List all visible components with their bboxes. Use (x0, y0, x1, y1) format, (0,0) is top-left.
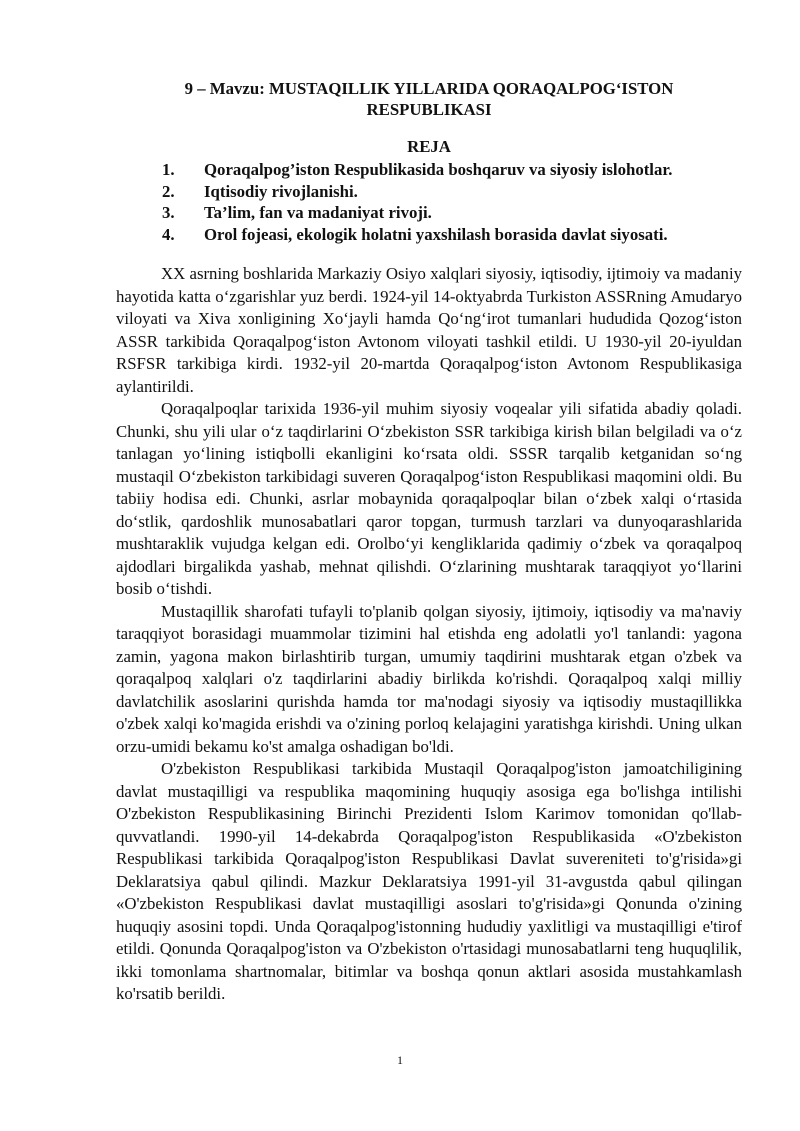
body-paragraph: XX asrning boshlarida Markaziy Osiyo xalqlari siyosiy, iqtisodiy, ijtimoiy va madaniy hayotida katta o‘zgarishlar yuz berdi. 1924-yil 14-oktyabrda Turkiston ASSRning Amudaryo viloyati va Xiva xonligining Xo‘jayli hamda Qo‘ng‘irot tumanlari hududida Qozog‘iston ASSR tarkibida Qoraqalpog‘iston Avtonom viloyati tashkil etildi. U 1930-yil 20-iyuldan RSFSR tarkibiga kirdi. 1932-yil 20-martda Qoraqalpog‘iston Avtonom Respublikasiga aylantirildi. (116, 264, 742, 396)
plan-list (116, 159, 742, 245)
plan-item-number: 3. (162, 203, 175, 223)
plan-item-number: 1. (162, 160, 175, 179)
plan-item-number: 2. (162, 181, 175, 201)
body-paragraph: Qoraqalpoqlar tarixida 1936-yil muhim siyosiy voqealar yili sifatida abadiy qoladi. Chunki, shu yili ular o‘z taqdirlarini O‘zbekiston SSR tarkibiga kirish bilan belgiladi va o‘z tanlagan yo‘lining istiqbolli ekanligini ko‘rsata oldi. SSSR tarqalib ketganidan so‘ng mustaqil O‘zbekiston tarkibidagi suveren Qoraqalpog‘iston Respublikasi maqomini oldi. Bu tabiiy hodisa edi. Chunki, asrlar mobaynida qoraqalpoqlar bilan o‘zbek xalqi o‘rtasida do‘stlik, qardoshlik munosabatlari qaror topgan, turmush tarzlari va dunyoqarashlarida mushtaraklik vujudga kelgan edi. Orolbo‘yi kengliklarida qadimiy o‘zbek va qoraqalpoq ajdodlari birgalikda yashab, mehnat qilishdi. O‘zlarining mushtarak taraqqiyot yo‘llarini bosib o‘tishdi. (116, 399, 742, 599)
body-paragraph: Mustaqillik sharofati tufayli to'planib qolgan siyosiy, ijtimoiy, iqtisodiy va ma'naviy taraqqiyot borasidagi muammolar tizimini hal etishda eng adolatli yo'l tanlandi: yagona zamin, yagona makon birlashtirib turgan, umumiy taqdirini mushtarak etgan o'zbek va qoraqalpoq xalqlari o'z taqdirlarini abadiy birlikda ko'rishdi. Qoraqalpoq xalqi milliy davlatchilik asoslarini qurishda hamda tor ma'nodagi siyosiy va iqtisodiy mustaqillikka o'zbek xalqi ko'magida erishdi va o'zining porloq kelajagini yaratishga kirishdi. Uning ulkan orzu-umidi bekamu ko'st amalga oshadigan bo'ldi. (116, 601, 742, 756)
body-paragraph: O'zbekiston Respublikasi tarkibida Mustaqil Qoraqalpog'iston jamoatchiligining davlat mustaqilligi va respublika maqomining huquqiy asosiga ega bo'lishga intilishi O'zbekiston Respublikasining Birinchi Prezidenti Islom Karimov tomonidan qo'llab-quvvatlandi. 1990-yil 14-dekabrda Qoraqalpog'iston Respublikasida «O'zbekiston Respublikasi tarkibida Qoraqalpog'iston Respublikasi Davlat suvereniteti to'g'risida»gi Deklaratsiya qabul qilindi. Mazkur Deklaratsiya 1991-yil 31-avgustda qabul qilingan «O'zbekiston Respublikasi davlat mustaqilligi asoslari to'g'risida»gi Qonunda o'zining huquqiy asosini topdi. Unda Qoraqalpog'istonning hududiy yaxlitligi va mustaqilligi e'tirof etildi. Qonunda Qoraqalpog'iston va O'zbekiston o'rtasidagi munosabatlarni teng huquqlilik, ikki tomonlama shartnomalar, bitimlar va boshqa qonun aktlari asosida mustahkamlash ko'rsatib berildi. (116, 759, 742, 1004)
plan-item-text: Qoraqalpog’iston Respublikasida boshqaruv va siyosiy islohotlar. (204, 160, 673, 179)
plan-item (116, 224, 742, 246)
document-page (116, 78, 742, 1006)
plan-item-text: Ta’lim, fan va madaniyat rivoji. (204, 203, 432, 223)
plan-item (116, 159, 742, 181)
document-title: 9 – Mavzu: MUSTAQILLIK YILLARIDA QORAQALPOG‘ISTON RESPUBLIKASI (184, 79, 674, 119)
plan-item-number: 4. (162, 224, 175, 244)
plan-item-text: Iqtisodiy rivojlanishi. (204, 181, 358, 201)
page-number: 1 (397, 1053, 403, 1067)
plan-item (116, 181, 742, 203)
plan-item (116, 202, 742, 224)
plan-heading: REJA (407, 137, 451, 156)
plan-item-text: Orol fojeasi, ekologik holatni yaxshilash borasida davlat siyosati. (204, 224, 668, 244)
